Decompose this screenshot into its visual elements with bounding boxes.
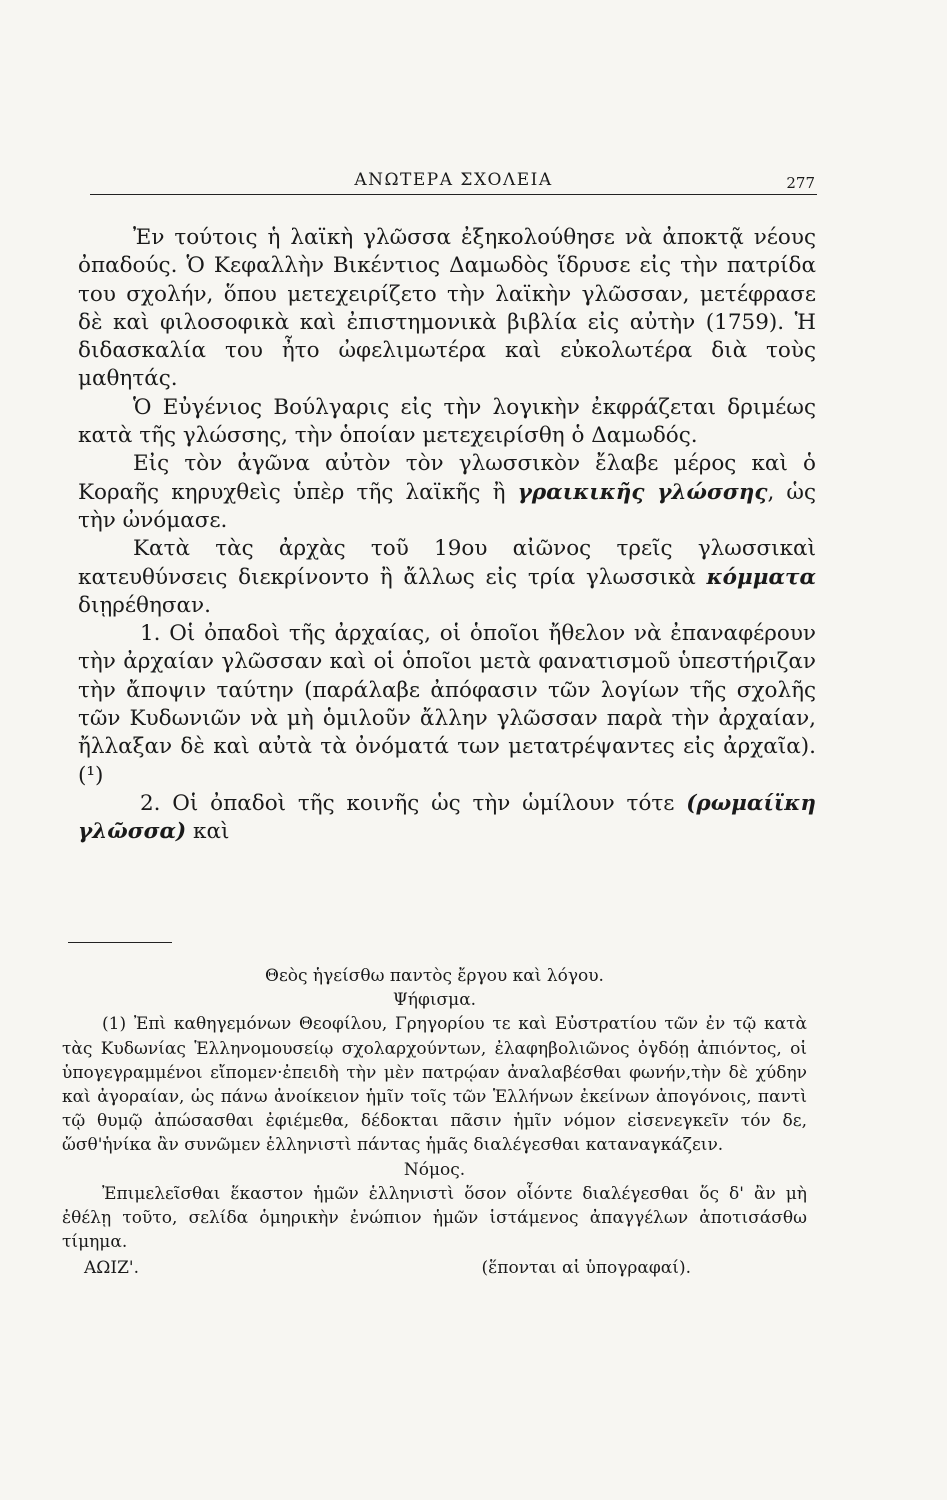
paragraph-6-end: καὶ (186, 819, 230, 845)
paragraph-3 (78, 450, 816, 535)
paragraph-3-end: , ὡς τὴν ὠνόμασε. (78, 479, 817, 533)
footnote-motto: Θεὸς ἡγείσθω παντὸς ἔργου καὶ λόγου. (265, 966, 604, 986)
running-head: ΑΝΩΤΕΡΑ ΣΧΟΛΕΙΑ (354, 170, 553, 190)
paragraph-4-text: Κατὰ τὰς ἀρχὰς τοῦ 19ου αἰῶνος τρεῖς γλωσσικαὶ κατευθύνσεις διεκρίνοντο ἢ ἄλλως εἰς τρία γλωσσικὰ (78, 536, 816, 590)
paragraph-1: Ἐν τούτοις ἡ λαϊκὴ γλῶσσα ἐξηκολούθησε νὰ ἀποκτᾷ νέους ὀπαδούς. Ὁ Κεφαλλὴν Βικέντιος Δαμωδὸς ἵδρυσε εἰς τὴν πατρίδα του σχολήν, ὅπου μετεχειρίζετο τὴν λαϊκὴν γλῶσσαν, μετέφρασε δὲ καὶ φιλοσοφικὰ καὶ ἐπιστημονικὰ βιβλία εἰς αὐτὴν (1759). Ἡ διδασκαλία του ἦτο ὠφελιμωτέρα καὶ εὐκολωτέρα διὰ τοὺς μαθητάς. (78, 225, 816, 392)
page-number: 277 (786, 174, 815, 192)
footnote-date: ΑΩΙΖ'. (84, 1258, 139, 1279)
footnote-law-text: Ἐπιμελεῖσθαι ἕκαστον ἡμῶν ἑλληνιστὶ ὅσον οἷόντε διαλέγεσθαι ὅς δ' ἂν μὴ ἐθέλῃ τοῦτο, σελίδα ὁμηρικὴν ἐνώπιον ἡμῶν ἱστάμενος ἀπαγγέλων ἀποτισάσθω τίμημα. (62, 1183, 807, 1253)
emphasis-graikiki-glossa: γραικικῆς γλώσσης (517, 479, 768, 505)
footnote-divider (68, 942, 172, 943)
footnote-heading-law: Νόμος. (403, 1159, 466, 1180)
paragraph-4-end: διῃρέθησαν. (78, 592, 211, 618)
paragraph-4 (78, 535, 816, 620)
footnote-heading-decree: Ψήφισμα. (392, 990, 477, 1011)
emphasis-romaiiki-glossa: (ρωμαίϊκη γλῶσσα) (78, 790, 816, 845)
footnote-closing (62, 1256, 807, 1280)
paragraph-5: 1. Οἱ ὀπαδοὶ τῆς ἀρχαίας, οἱ ὁποῖοι ἤθελον νὰ ἐπαναφέρουν τὴν ἀρχαίαν γλῶσσαν καὶ οἱ ὁποῖοι μετὰ φανατισμοῦ ὑπεστήριζαν τὴν ἄποψιν ταύτην (παράλαβε ἀπόφασιν τῶν λογίων τῆς σχολῆς τῶν Κυδωνιῶν νὰ μὴ ὁμιλοῦν ἄλλην γλῶσσαν παρὰ τὴν ἀρχαίαν, ἤλλαξαν δὲ καὶ αὐτὰ τὰ ὀνόματά των μετατρέψαντες εἰς ἀρχαῖα). (¹) (78, 621, 816, 788)
paragraph-6-text: 2. Οἱ ὀπαδοὶ τῆς κοινῆς ὡς τὴν ὡμίλουν τότε (140, 790, 687, 816)
paragraph-3-text: Εἰς τὸν ἀγῶνα αὐτὸν τὸν γλωσσικὸν ἔλαβε μέρος καὶ ὁ Κοραῆς κηρυχθεὶς ὑπὲρ τῆς λαϊκῆς ἢ (78, 451, 816, 505)
paragraph-2: Ὁ Εὐγένιος Βούλγαρις εἰς τὴν λογικὴν ἐκφράζεται δριμέως κατὰ τῆς γλώσσης, τὴν ὁποίαν μετεχειρίσθη ὁ Δαμωδός. (78, 394, 816, 449)
main-text (78, 224, 816, 847)
footnote-decree-text: (1) Ἐπὶ καθηγεμόνων Θεοφίλου, Γρηγορίου τε καὶ Εὐστρατίου τῶν ἐν τῷ κατὰ τὰς Κυδωνίας Ἑλληνομουσείῳ σχολαρχούντων, ἐλαφηβολιῶνος ὀγδόῃ ἀπιόντος, οἱ ὑπογεγραμμένοι εἴπομεν·ἐπειδὴ τὴν μὲν πατρῴαν ἀναλαβέσθαι φωνήν,τὴν δὲ χύδην καὶ ἀγοραίαν, ὡς πάνω ἀνοίκειον ἡμῖν τοῖς τῶν Ἑλλήνων ἐκείνων ἀπογόνοις, παντὶ τῷ θυμῷ ἀπώσασθαι ἐφιέμεθα, δέδοκται πᾶσιν ἡμῖν νόμον εἰσενεγκεῖν τόν δε, ὥσθ'ἡνίκα ἂν συνῶμεν ἑλληνιστὶ πάντας ἡμᾶς διαλέγεσθαι καταναγκάζειν. (62, 1014, 807, 1156)
paragraph-6 (78, 790, 816, 847)
page-header (90, 168, 817, 195)
emphasis-kommata: κόμματα (706, 564, 816, 590)
footnote-signatures: (ἕπονται αἱ ὑπογραφαί). (481, 1258, 691, 1279)
footnote-block (62, 964, 807, 1281)
